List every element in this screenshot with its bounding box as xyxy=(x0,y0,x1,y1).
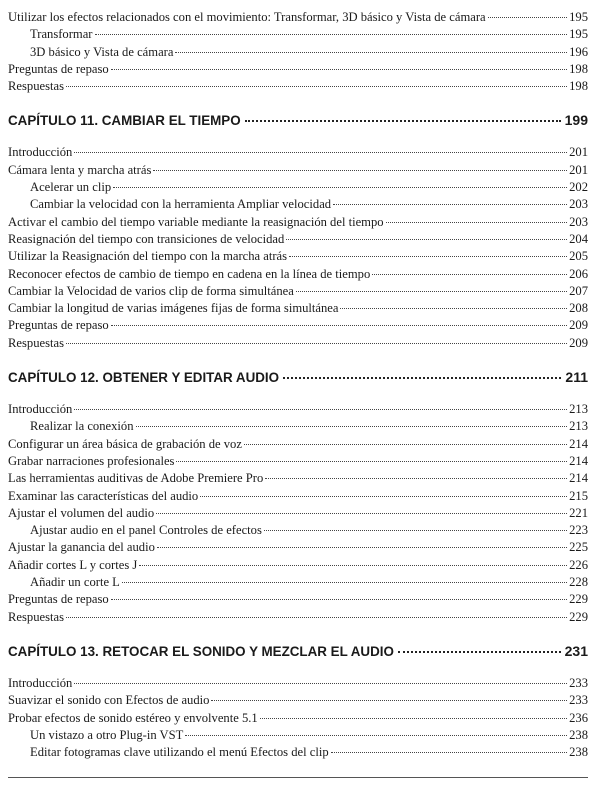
chapter-heading xyxy=(8,642,588,661)
toc-entry-page: 201 xyxy=(569,145,588,160)
toc-entry-title: Reasignación del tiempo con transiciones de velocidad xyxy=(8,231,285,246)
toc-entry-title: Examinar las características del audio xyxy=(8,488,199,503)
dot-leader xyxy=(286,239,567,240)
toc-entry-page: 226 xyxy=(569,557,588,572)
chapter-section xyxy=(8,368,588,626)
toc-entry xyxy=(8,692,588,709)
dot-leader xyxy=(111,69,567,70)
toc-entry-title: Probar efectos de sonido estéreo y envolvente 5.1 xyxy=(8,710,258,725)
toc-entry-title: Ajustar la ganancia del audio xyxy=(8,540,155,555)
toc-entry xyxy=(8,591,588,608)
toc-entry-page: 213 xyxy=(569,419,588,434)
toc-subentry xyxy=(8,179,588,196)
dot-leader xyxy=(74,152,567,153)
toc-entry-title: Cámara lenta y marcha atrás xyxy=(8,162,152,177)
toc-entry-title: Acelerar un clip xyxy=(30,180,112,195)
toc-entry-page: 223 xyxy=(569,523,588,538)
chapter-heading xyxy=(8,368,588,387)
dot-leader xyxy=(113,187,567,188)
toc-entry-title: Introducción xyxy=(8,402,73,417)
toc-entry xyxy=(8,488,588,505)
toc-entry-page: 213 xyxy=(569,402,588,417)
toc-entry-title: Utilizar los efectos relacionados con el movimiento: Transformar, 3D básico y Vista de cámara xyxy=(8,10,486,24)
toc-entry-page: 229 xyxy=(569,592,588,607)
toc-entry-page: 229 xyxy=(569,609,588,624)
chapter-page: 211 xyxy=(565,369,588,386)
dot-leader xyxy=(176,461,567,462)
toc-entry xyxy=(8,283,588,300)
dot-leader xyxy=(157,547,567,548)
toc-entry-title: Transformar xyxy=(30,27,93,42)
toc-entry-title: Ajustar el volumen del audio xyxy=(8,505,155,520)
toc-entry-page: 198 xyxy=(569,79,588,94)
chapter-section xyxy=(8,642,588,761)
toc-entry xyxy=(8,470,588,487)
dot-leader xyxy=(175,52,567,53)
toc-entry-title: Añadir cortes L y cortes J xyxy=(8,557,138,572)
toc-entry-page: 207 xyxy=(569,283,588,298)
toc-entry-title: Introducción xyxy=(8,145,73,160)
dot-leader xyxy=(211,700,567,701)
toc-entry-page: 233 xyxy=(569,675,588,690)
toc-entry xyxy=(8,214,588,231)
toc-entry-page: 215 xyxy=(569,488,588,503)
toc-entry-page: 195 xyxy=(569,27,588,42)
toc-entry-title: Respuestas xyxy=(8,335,64,350)
dot-leader xyxy=(66,343,567,344)
toc-subentry xyxy=(8,418,588,435)
dot-leader xyxy=(156,513,567,514)
toc-entry xyxy=(8,317,588,334)
toc-entry-title: Preguntas de repaso xyxy=(8,592,109,607)
toc-entry-page: 202 xyxy=(569,180,588,195)
dot-leader xyxy=(398,651,561,653)
toc-entry-title: Realizar la conexión xyxy=(30,419,134,434)
dot-leader xyxy=(111,325,567,326)
toc-subentry xyxy=(8,727,588,744)
dot-leader xyxy=(333,204,567,205)
toc-entry-title: Introducción xyxy=(8,675,73,690)
toc-entry xyxy=(8,300,588,317)
toc-entry-page: 196 xyxy=(569,44,588,59)
dot-leader xyxy=(95,34,568,35)
dot-leader xyxy=(265,478,567,479)
chapter-page: 231 xyxy=(564,642,588,659)
toc-entry-title: Cambiar la Velocidad de varios clip de forma simultánea xyxy=(8,283,294,298)
toc-entry-title: Editar fotogramas clave utilizando el menú Efectos del clip xyxy=(30,745,329,760)
toc-subentry xyxy=(8,196,588,213)
toc-entry xyxy=(8,144,588,161)
toc-subentry xyxy=(8,44,588,61)
toc-entry-page: 238 xyxy=(569,727,588,742)
toc-entry-page: 195 xyxy=(569,10,588,24)
dot-leader xyxy=(340,308,567,309)
dot-leader xyxy=(372,274,567,275)
toc-entry-title: Cambiar la velocidad con la herramienta Ampliar velocidad xyxy=(30,197,332,212)
toc-entry-page: 198 xyxy=(569,61,588,76)
toc-entry-title: Cambiar la longitud de varias imágenes fijas de forma simultánea xyxy=(8,301,339,316)
toc-entry-title: Añadir un corte L xyxy=(30,575,120,590)
dot-leader xyxy=(74,409,567,410)
toc-entry-title: Respuestas xyxy=(8,609,64,624)
toc-entry xyxy=(8,675,588,692)
dot-leader xyxy=(66,617,567,618)
dot-leader xyxy=(331,752,567,753)
toc-entry-page: 206 xyxy=(569,266,588,281)
chapter-page: 199 xyxy=(564,112,588,129)
dot-leader xyxy=(111,599,567,600)
dot-leader xyxy=(260,718,567,719)
toc-entry-title: Activar el cambio del tiempo variable mediante la reasignación del tiempo xyxy=(8,214,384,229)
dot-leader xyxy=(139,565,567,566)
table-of-contents xyxy=(8,9,588,761)
toc-entry-page: 214 xyxy=(569,436,588,451)
toc-entry-title: Un vistazo a otro Plug-in VST xyxy=(30,727,184,742)
dot-leader xyxy=(386,222,568,223)
toc-entry-title: Respuestas xyxy=(8,79,64,94)
toc-entry-page: 201 xyxy=(569,162,588,177)
toc-entry-page: 238 xyxy=(569,745,588,760)
toc-entry xyxy=(8,436,588,453)
chapter-title: CAPÍTULO 12. OBTENER Y EDITAR AUDIO xyxy=(8,370,280,386)
toc-entry xyxy=(8,539,588,556)
toc-entry-title: Reconocer efectos de cambio de tiempo en cadena en la línea de tiempo xyxy=(8,266,371,281)
toc-entry-page: 208 xyxy=(569,301,588,316)
toc-entry-page: 203 xyxy=(569,197,588,212)
toc-subentry xyxy=(8,574,588,591)
dot-leader xyxy=(296,291,567,292)
toc-entry-title: Configurar un área básica de grabación de voz xyxy=(8,436,242,451)
toc-subentry xyxy=(8,522,588,539)
toc-subentry xyxy=(8,26,588,43)
dot-leader xyxy=(244,444,567,445)
dot-leader xyxy=(488,17,567,18)
dot-leader xyxy=(66,86,567,87)
toc-entry-title: 3D básico y Vista de cámara xyxy=(30,44,174,59)
toc-entry xyxy=(8,335,588,352)
toc-entry-title: Grabar narraciones profesionales xyxy=(8,453,175,468)
toc-entry-title: Preguntas de repaso xyxy=(8,318,109,333)
toc-entry xyxy=(8,401,588,418)
dot-leader xyxy=(122,582,567,583)
dot-leader xyxy=(283,377,561,379)
toc-entry-page: 214 xyxy=(569,471,588,486)
toc-entry xyxy=(8,505,588,522)
chapter-title: CAPÍTULO 13. RETOCAR EL SONIDO Y MEZCLAR EL AUDIO xyxy=(8,643,394,659)
chapter-title: CAPÍTULO 11. CAMBIAR EL TIEMPO xyxy=(8,113,241,129)
toc-entry-page: 233 xyxy=(569,693,588,708)
dot-leader xyxy=(136,426,568,427)
toc-entry xyxy=(8,78,588,95)
toc-entry xyxy=(8,710,588,727)
toc-entry-title: Las herramientas auditivas de Adobe Premiere Pro xyxy=(8,471,264,486)
toc-entry-title: Utilizar la Reasignación del tiempo con la marcha atrás xyxy=(8,249,288,264)
chapter-section xyxy=(8,111,588,352)
dot-leader xyxy=(153,170,567,171)
toc-entry xyxy=(8,248,588,265)
toc-chapters xyxy=(8,111,588,761)
toc-entry-page: 221 xyxy=(569,505,588,520)
toc-entry-page: 236 xyxy=(569,710,588,725)
toc-entry xyxy=(8,9,588,26)
toc-entry xyxy=(8,231,588,248)
toc-entry-title: Ajustar audio en el panel Controles de efectos xyxy=(30,523,262,538)
toc-entry-page: 204 xyxy=(569,231,588,246)
toc-entry-title: Suavizar el sonido con Efectos de audio xyxy=(8,693,210,708)
toc-entry-page: 209 xyxy=(569,335,588,350)
toc-entry xyxy=(8,609,588,626)
dot-leader xyxy=(200,496,567,497)
toc-entry xyxy=(8,453,588,470)
dot-leader xyxy=(185,735,567,736)
toc-entry xyxy=(8,557,588,574)
bottom-divider xyxy=(8,777,588,778)
toc-entry-page: 205 xyxy=(569,249,588,264)
toc-entry-page: 225 xyxy=(569,540,588,555)
toc-entry-page: 228 xyxy=(569,575,588,590)
toc-intro-section xyxy=(8,9,588,95)
chapter-heading xyxy=(8,111,588,130)
toc-subentry xyxy=(8,744,588,761)
toc-entry xyxy=(8,162,588,179)
toc-entry-title: Preguntas de repaso xyxy=(8,61,109,76)
toc-entry xyxy=(8,266,588,283)
toc-entry-page: 203 xyxy=(569,214,588,229)
dot-leader xyxy=(74,683,567,684)
dot-leader xyxy=(289,256,567,257)
toc-entry-page: 209 xyxy=(569,318,588,333)
dot-leader xyxy=(264,530,567,531)
toc-entry-page: 214 xyxy=(569,453,588,468)
toc-entry xyxy=(8,61,588,78)
dot-leader xyxy=(245,120,561,122)
